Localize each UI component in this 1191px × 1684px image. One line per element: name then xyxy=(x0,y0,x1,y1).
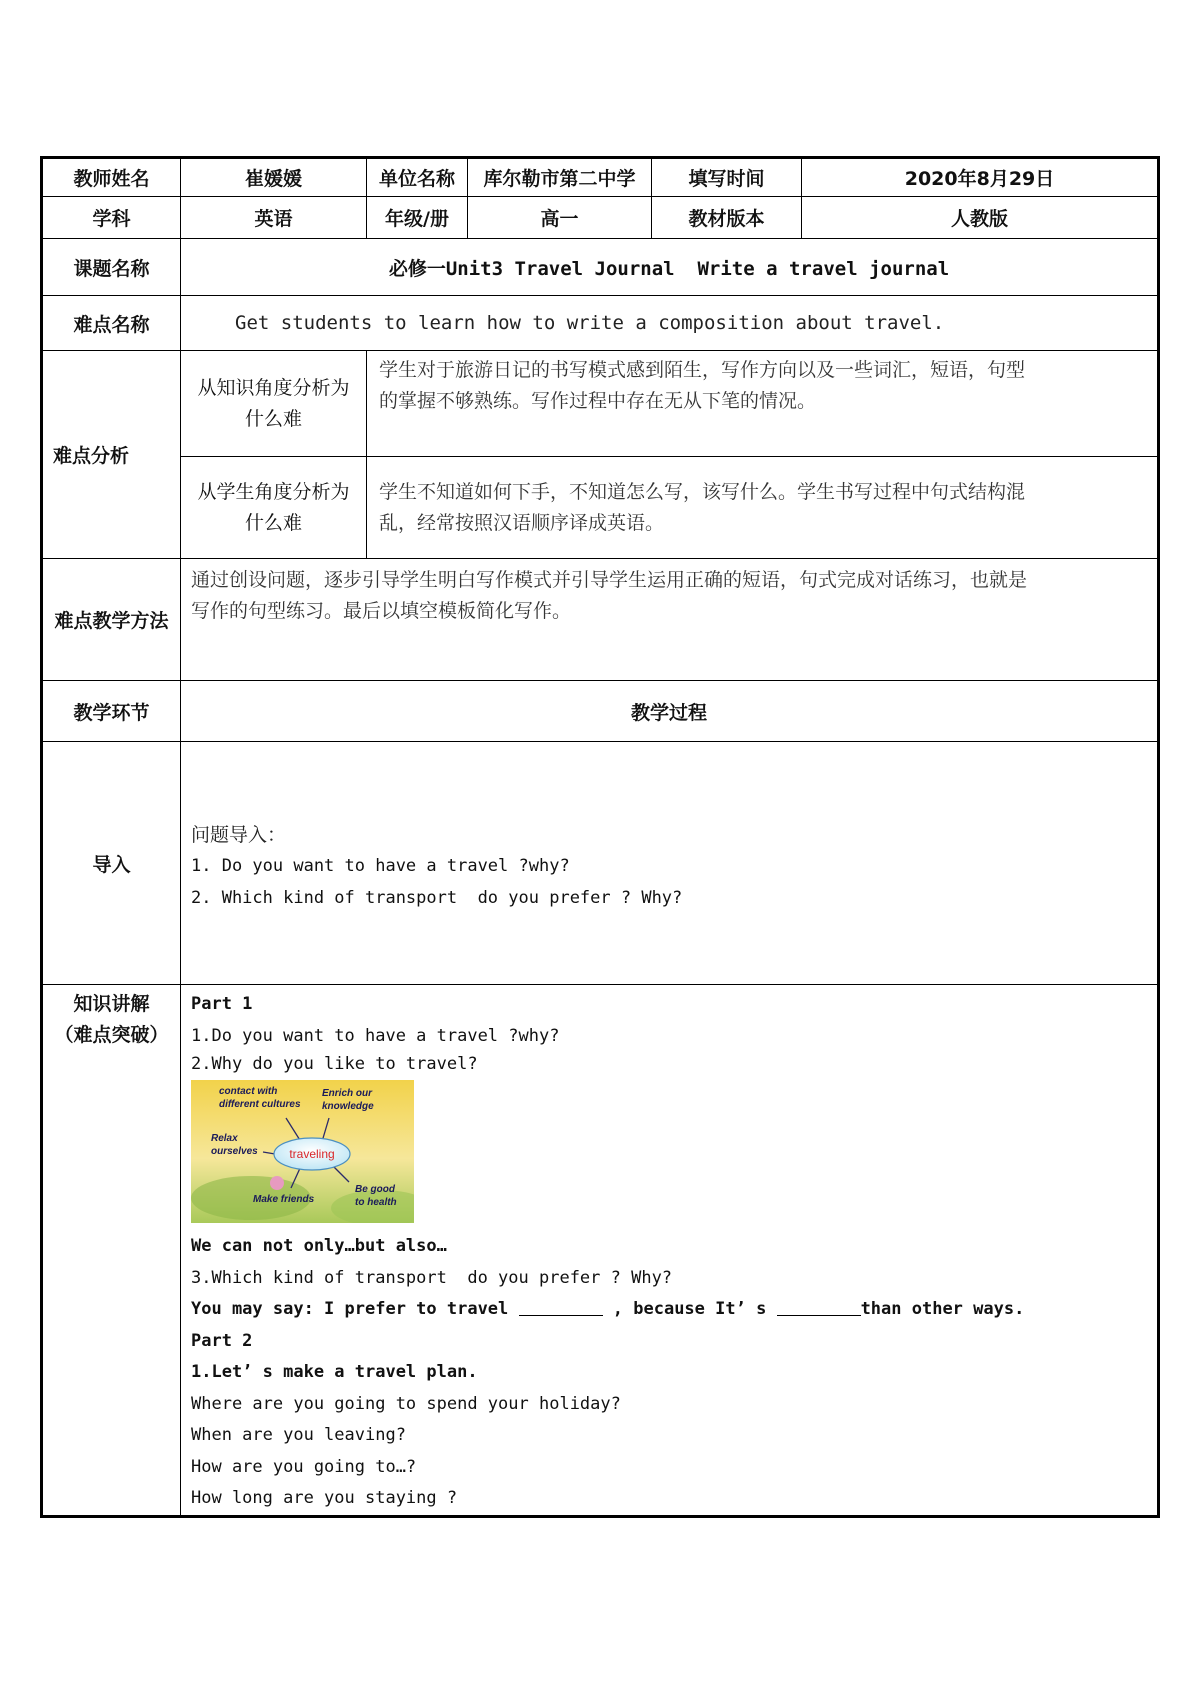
sample-answer xyxy=(191,1294,1147,1326)
method-text-line1: 通过创设问题，逐步引导学生明白写作模式并引导学生运用正确的短语，句式完成对话练习，也就是 xyxy=(191,569,1028,591)
part1-question-3: 3.Which kind of transport do you prefer ? Why? xyxy=(191,1267,673,1288)
mindmap-node-health-2: to health xyxy=(355,1197,397,1208)
topic-label: 课题名称 xyxy=(42,239,181,296)
knowledge-angle-text-line1: 学生对于旅游日记的书写模式感到陌生，写作方向以及一些词汇，短语，句型 xyxy=(379,359,1026,381)
intro-content xyxy=(181,742,1159,985)
intro-heading: 问题导入： xyxy=(191,824,287,846)
traveling-mindmap-image xyxy=(191,1080,414,1223)
part1-heading: Part 1 xyxy=(191,994,253,1014)
process-label: 教学过程 xyxy=(181,681,1159,742)
row-teacher xyxy=(42,158,1159,197)
lesson-plan-table xyxy=(40,156,1160,1518)
mindmap-node-friends: Make friends xyxy=(253,1194,315,1205)
knowledge-label-line2: （难点突破） xyxy=(54,1024,169,1046)
grade-value: 高一 xyxy=(468,197,652,239)
plan-question-4: How long are you staying ? xyxy=(191,1488,458,1508)
analysis-label: 难点分析 xyxy=(42,351,181,559)
sample-answer-prefix: You may say: I prefer to travel xyxy=(191,1299,509,1319)
student-angle-text-line2: 乱，经常按照汉语顺序译成英语。 xyxy=(379,511,665,534)
part2-heading: Part 2 xyxy=(191,1330,253,1351)
difficulty-value: Get students to learn how to write a composition about travel. xyxy=(181,296,1159,351)
part1-question-2: 2.Why do you like to travel? xyxy=(191,1054,478,1074)
knowledge-label xyxy=(42,985,181,1517)
plan-question-1: Where are you going to spend your holiday? xyxy=(191,1393,621,1414)
student-angle-text xyxy=(367,457,1159,559)
row-intro xyxy=(42,742,1159,985)
student-angle-text-line1: 学生不知道如何下手，不知道怎么写，该写什么。学生书写过程中句式结构混 xyxy=(379,480,1026,503)
plan-question-2: When are you leaving? xyxy=(191,1425,406,1445)
row-analysis-student xyxy=(42,457,1159,559)
sample-answer-suffix: than other ways. xyxy=(860,1299,1025,1319)
difficulty-label: 难点名称 xyxy=(42,296,181,351)
row-method xyxy=(42,559,1159,681)
knowledge-label-line1: 知识讲解 xyxy=(73,993,150,1015)
unit-label: 单位名称 xyxy=(367,158,468,197)
knowledge-angle-text xyxy=(367,351,1159,457)
method-text xyxy=(181,559,1159,681)
knowledge-content xyxy=(181,985,1159,1517)
subject-label: 学科 xyxy=(42,197,181,239)
row-difficulty xyxy=(42,296,1159,351)
teacher-label: 教师姓名 xyxy=(42,158,181,197)
intro-label: 导入 xyxy=(42,742,181,985)
intro-question-1: 1. Do you want to have a travel ?why? xyxy=(191,856,570,876)
method-label: 难点教学方法 xyxy=(42,559,181,681)
mindmap-node-health: Be good xyxy=(355,1184,395,1195)
plan-question-3: How are you going to…? xyxy=(191,1456,417,1477)
method-text-line2: 写作的句型练习。最后以填空模板简化写作。 xyxy=(191,600,572,622)
row-knowledge xyxy=(42,985,1159,1517)
mindmap-node-cultures: contact with xyxy=(219,1086,278,1097)
mindmap-center: traveling xyxy=(289,1147,335,1161)
edition-value: 人教版 xyxy=(802,197,1159,239)
travel-plan-heading: 1.Let’ s make a travel plan. xyxy=(191,1362,478,1382)
student-angle-label xyxy=(181,457,367,559)
part1-question-1: 1.Do you want to have a travel ?why? xyxy=(191,1025,560,1046)
edition-label: 教材版本 xyxy=(652,197,802,239)
student-angle-label-line2: 什么难 xyxy=(244,511,302,534)
knowledge-angle-label xyxy=(181,351,367,457)
row-topic xyxy=(42,239,1159,296)
row-process-header xyxy=(42,681,1159,742)
row-analysis-knowledge xyxy=(42,351,1159,457)
teacher-name: 崔媛媛 xyxy=(181,158,367,197)
knowledge-angle-text-line2: 的掌握不够熟练。写作过程中存在无从下笔的情况。 xyxy=(379,390,817,412)
sample-answer-middle: , because It’ s xyxy=(612,1299,767,1319)
mindmap-node-relax-2: ourselves xyxy=(211,1146,258,1157)
date-label: 填写时间 xyxy=(652,158,802,197)
knowledge-angle-label-line1: 从知识角度分析为 xyxy=(197,376,350,399)
mindmap-node-knowledge: Enrich our xyxy=(322,1088,373,1099)
fill-blank-1 xyxy=(519,1297,603,1316)
not-only-pattern: We can not only…but also… xyxy=(191,1236,447,1256)
mindmap-node-cultures-2: different cultures xyxy=(219,1099,301,1110)
stage-label: 教学环节 xyxy=(42,681,181,742)
student-angle-label-line1: 从学生角度分析为 xyxy=(197,480,350,503)
subject-value: 英语 xyxy=(181,197,367,239)
topic-value: 必修一Unit3 Travel Journal Write a travel journal xyxy=(181,239,1159,296)
row-subject xyxy=(42,197,1159,239)
butterfly-icon xyxy=(270,1176,284,1190)
mindmap-node-relax: Relax xyxy=(211,1133,238,1144)
fill-blank-2 xyxy=(777,1297,861,1316)
grade-label: 年级/册 xyxy=(367,197,468,239)
knowledge-angle-label-line2: 什么难 xyxy=(244,407,302,430)
intro-question-2: 2. Which kind of transport do you prefer ? Why? xyxy=(191,887,683,908)
mindmap-node-knowledge-2: knowledge xyxy=(322,1101,374,1112)
date-value: 2020年8月29日 xyxy=(802,158,1159,197)
unit-name: 库尔勒市第二中学 xyxy=(468,158,652,197)
